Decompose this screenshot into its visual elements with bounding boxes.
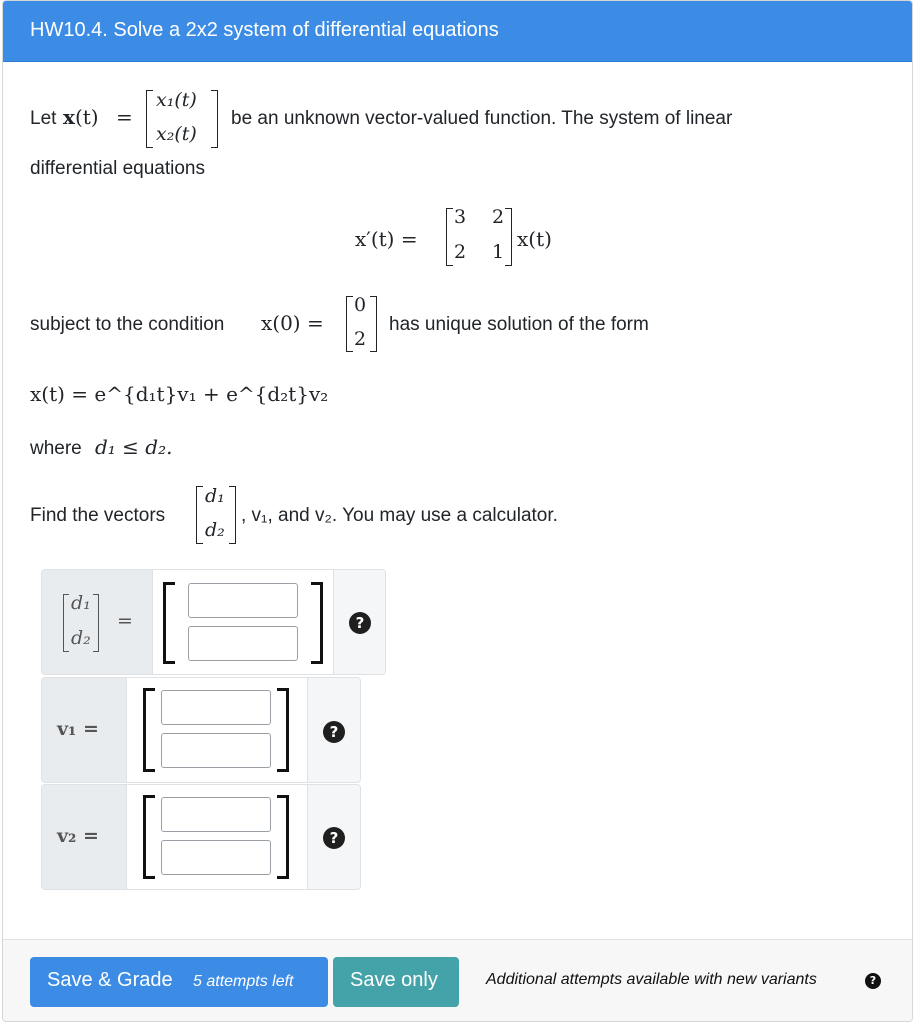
answer-d-equals: = <box>117 610 133 632</box>
answer-v1-label: v₁ = <box>57 718 99 740</box>
find-right-bracket <box>229 486 236 544</box>
matrix-left-bracket <box>446 208 453 266</box>
diff-eq-text: differential equations <box>30 158 205 179</box>
help-icon[interactable]: ? <box>323 721 345 743</box>
answer-v2-label-cell <box>42 785 127 889</box>
save-grade-button[interactable] <box>30 957 328 1007</box>
ode-lhs: x′(t) = <box>355 227 418 251</box>
d2-input[interactable] <box>188 626 298 661</box>
card-footer <box>3 939 912 1022</box>
find-left-bracket <box>196 486 203 544</box>
ode-rhs: x(t) <box>517 227 552 251</box>
x-of-t: x(t) <box>63 105 99 129</box>
help-icon[interactable]: ? <box>349 612 371 634</box>
solution-form: x(t) = e^{d₁t}v₁ + e^{d₂t}v₂ <box>30 382 329 406</box>
find-text: Find the vectors <box>30 505 166 526</box>
answer-v1-label-cell <box>42 678 127 782</box>
answer-d1-label: d₁ <box>71 592 91 614</box>
matrix-a11: 3 <box>454 206 467 228</box>
answer-d2-label: d₂ <box>71 627 91 649</box>
find-rest: , v₁, and v₂. You may use a calculator. <box>241 505 558 526</box>
where-math: d₁ ≤ d₂. <box>95 435 173 459</box>
matrix-a22: 1 <box>492 241 505 263</box>
v1-second-input[interactable] <box>161 733 271 768</box>
answer-v2-label: v₂ = <box>57 825 99 847</box>
let-text: Let <box>30 108 57 129</box>
attempts-left: 5 attempts left <box>193 973 294 990</box>
right-bracket <box>211 90 218 148</box>
answer-v2-row <box>41 784 361 890</box>
unique-text: has unique solution of the form <box>389 314 649 335</box>
equals-sign: = <box>116 105 133 129</box>
v2-second-input[interactable] <box>161 840 271 875</box>
answer-d-label <box>42 570 153 674</box>
matrix-a21: 2 <box>454 241 467 263</box>
init-entry-2: 2 <box>354 328 367 350</box>
vec-entry-2: x₂(t) <box>156 123 197 145</box>
matrix-right-bracket <box>505 208 512 266</box>
save-only-label: Save only <box>350 969 438 991</box>
find-d1: d₁ <box>205 485 225 507</box>
help-icon[interactable]: ? <box>865 973 881 989</box>
question-card <box>2 0 913 1022</box>
find-d2: d₂ <box>205 519 225 541</box>
v2-first-input[interactable] <box>161 797 271 832</box>
subject-text: subject to the condition <box>30 314 225 335</box>
init-left-bracket <box>346 296 353 352</box>
attempts-note: Additional attempts available with new variants <box>486 971 817 988</box>
answer-v2-help-cell <box>307 785 361 889</box>
answer-d-row <box>41 569 386 675</box>
save-only-button[interactable] <box>333 957 459 1007</box>
d1-input[interactable] <box>188 583 298 618</box>
answer-v1-row <box>41 677 361 783</box>
save-grade-label: Save & Grade <box>47 969 173 991</box>
answer-v1-help-cell <box>307 678 361 782</box>
answer-d-inputs <box>153 570 333 674</box>
init-right-bracket <box>370 296 377 352</box>
help-icon[interactable]: ? <box>323 827 345 849</box>
init-entry-1: 0 <box>354 294 367 316</box>
matrix-a12: 2 <box>492 206 505 228</box>
where-text: where <box>30 438 82 459</box>
answer-d-help-cell <box>333 570 386 674</box>
left-bracket <box>146 90 153 148</box>
init-lhs: x(0) = <box>261 311 324 335</box>
vec-entry-1: x₁(t) <box>156 89 197 111</box>
card-header <box>3 1 912 62</box>
be-text: be an unknown vector-valued function. The system of linear <box>231 108 733 129</box>
question-title: HW10.4. Solve a 2x2 system of differential equations <box>30 19 499 41</box>
v1-first-input[interactable] <box>161 690 271 725</box>
answer-v1-inputs <box>127 678 307 782</box>
answer-v2-inputs <box>127 785 307 889</box>
